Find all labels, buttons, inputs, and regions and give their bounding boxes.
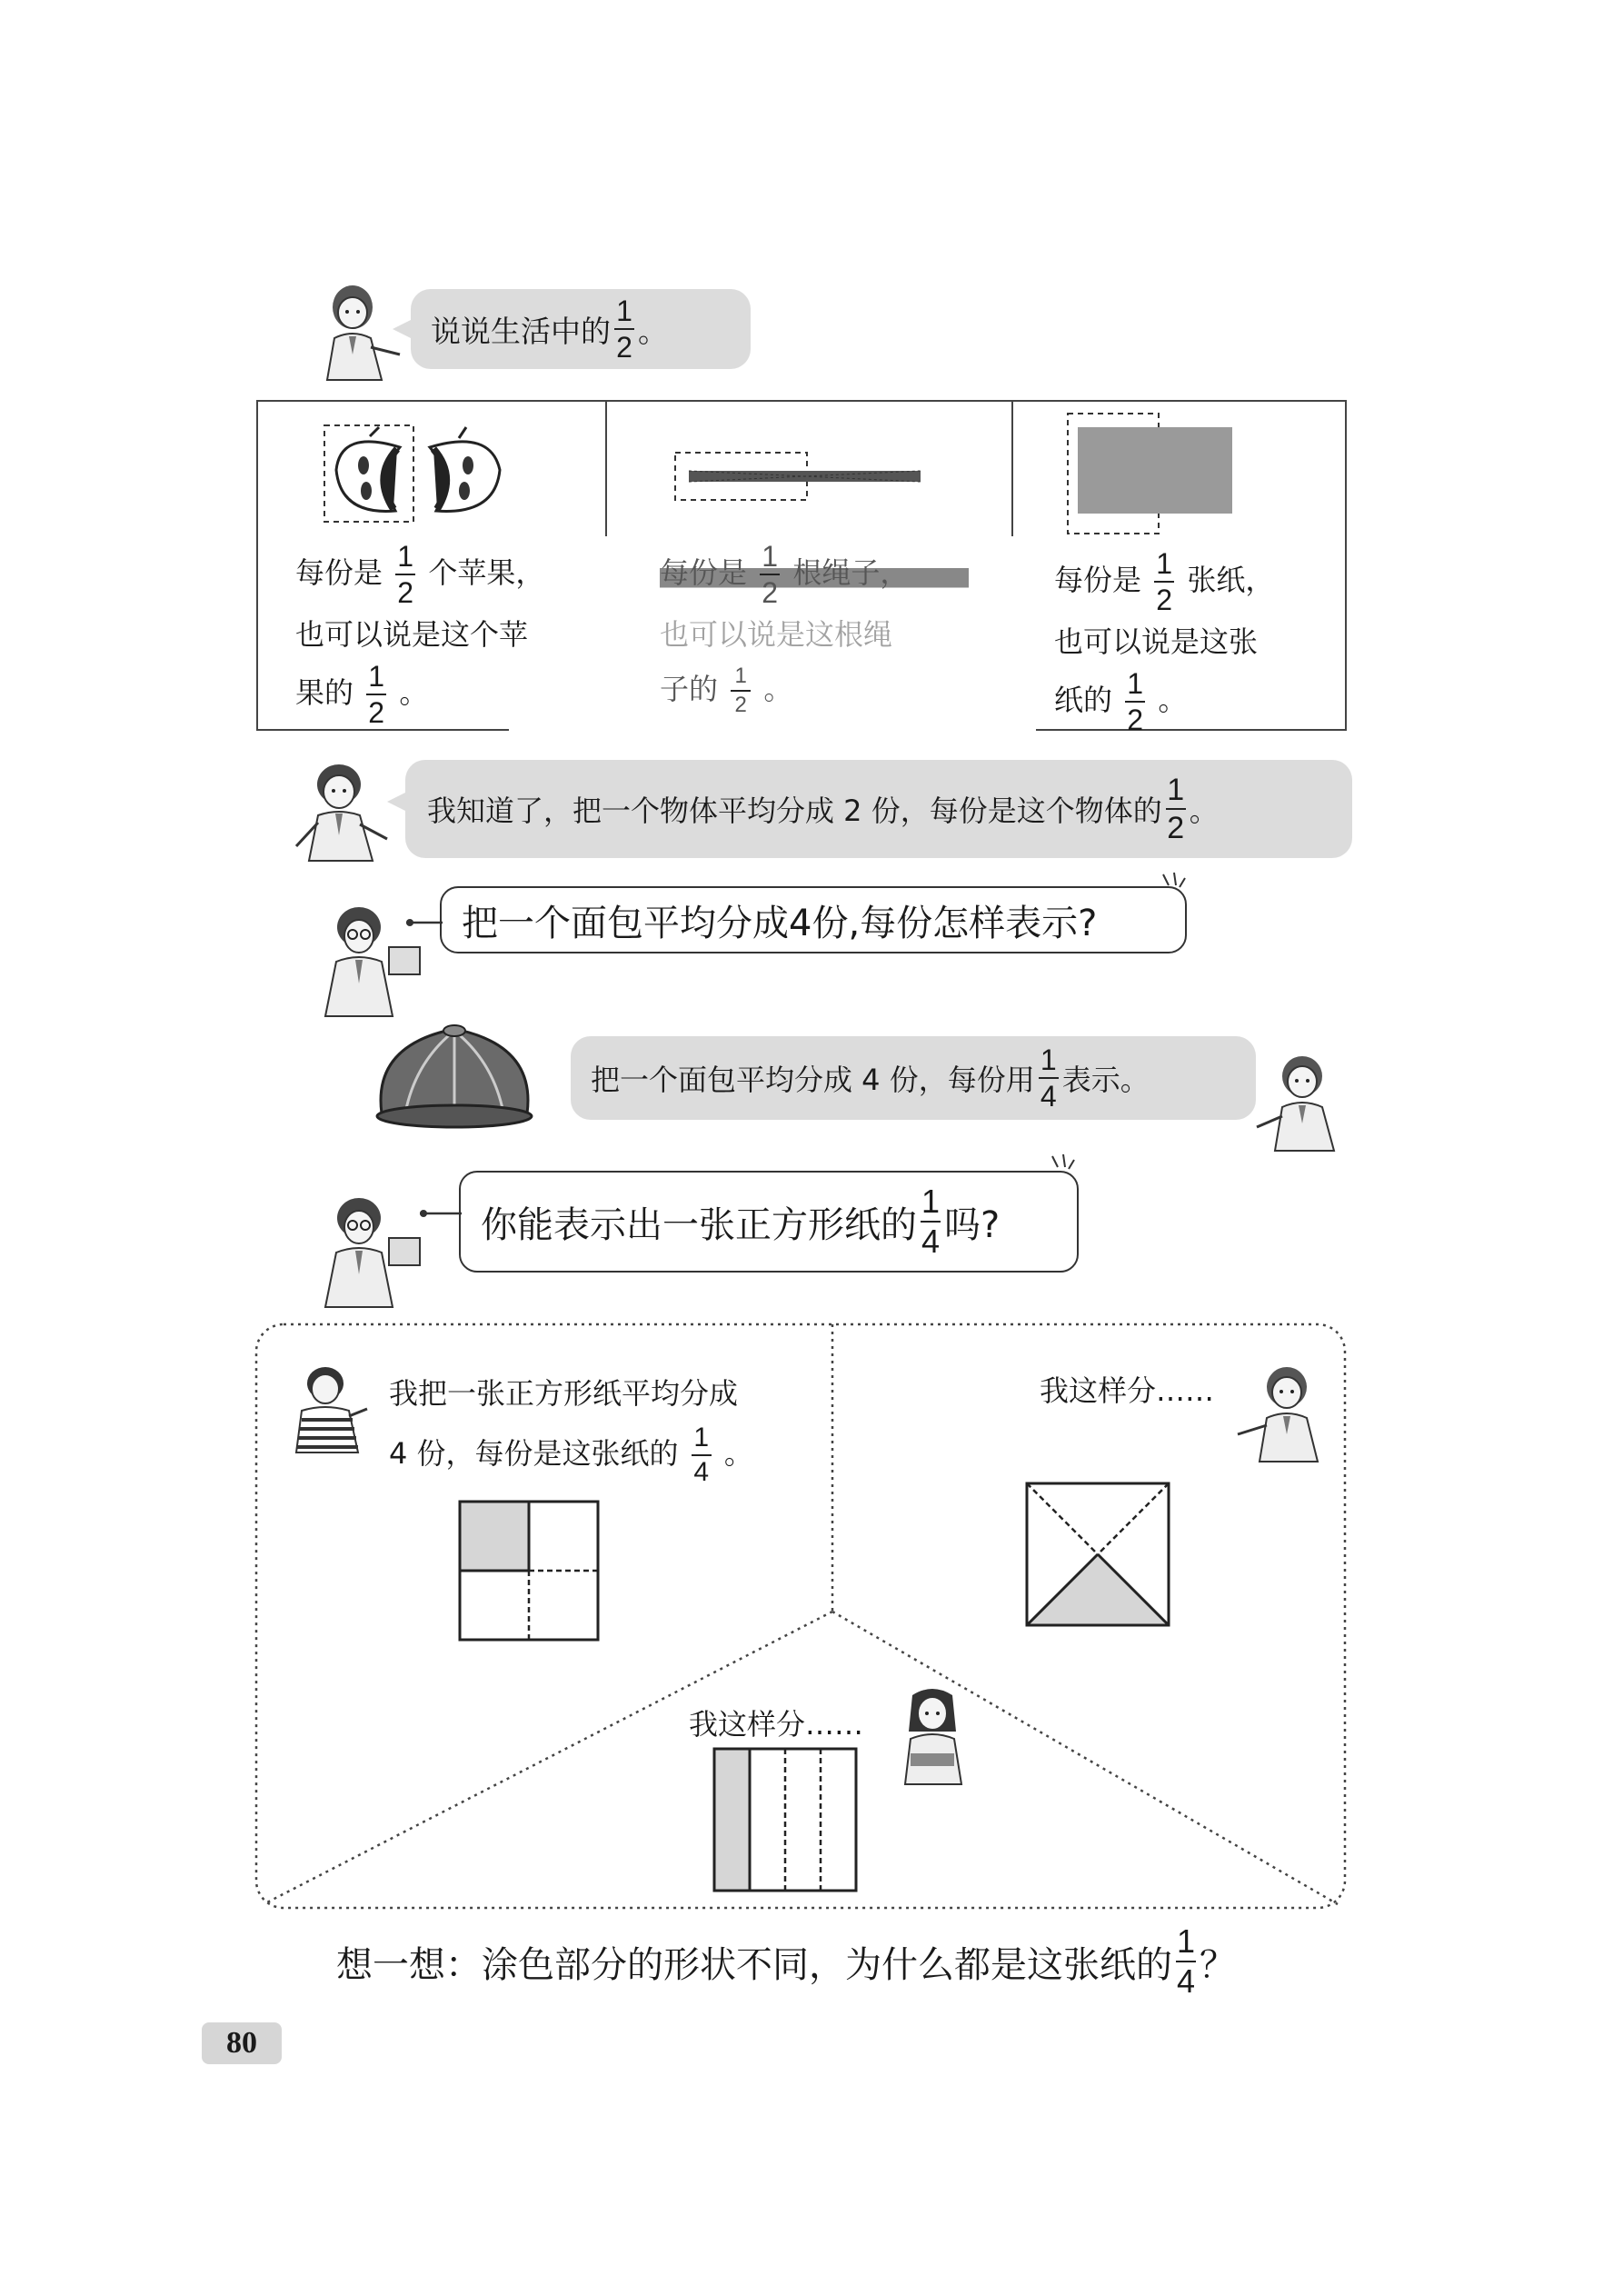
fraction-denominator: 2 — [616, 331, 632, 364]
fraction-denominator: 2 — [1167, 811, 1185, 845]
fraction-one-quarter — [1176, 1922, 1196, 2000]
fraction-denominator: 4 — [921, 1223, 941, 1260]
speech-bubble-i-understand — [405, 760, 1352, 858]
fraction-numerator: 1 — [921, 1183, 941, 1220]
bubble-text: 说说生活中的 — [431, 313, 611, 349]
bubble-end-punct: 。 — [1189, 794, 1219, 828]
fraction-denominator: 2 — [397, 576, 414, 609]
paper-caption-text: 张纸， — [1187, 563, 1275, 597]
bubble-text: 你能表示出一张正方形纸的 — [481, 1203, 917, 1246]
square-diagonal-split — [1025, 1482, 1170, 1627]
girl-character-illustration-2 — [1252, 1053, 1352, 1153]
rope-caption-text: 每份是 — [660, 555, 748, 590]
paper-caption-text: 每份是 — [1054, 563, 1142, 597]
fraction-one-half — [366, 662, 386, 727]
apple-caption-text: 。 — [399, 675, 429, 710]
speech-bubble-bread-question — [440, 886, 1187, 953]
fraction-one-quarter — [1039, 1045, 1059, 1111]
fraction-numerator: 1 — [1040, 1043, 1057, 1076]
rope-caption — [660, 542, 969, 716]
girl-character-illustration-3 — [1234, 1363, 1334, 1463]
apple-caption-line2: 也可以说是这个苹 — [295, 617, 529, 652]
apple-caption — [295, 542, 595, 727]
rope-caption-line2: 也可以说是这根绳 — [660, 617, 893, 652]
exclaim-marks-icon — [1156, 873, 1192, 900]
bubble-end-punct: 。 — [638, 313, 668, 349]
fraction-one-half — [1166, 774, 1186, 844]
page-number-badge — [202, 2022, 282, 2064]
teacher-character-illustration-2 — [309, 1191, 436, 1309]
fraction-numerator: 1 — [762, 540, 779, 573]
apple-halves-illustration — [323, 420, 518, 524]
speech-bubble-half-in-life — [411, 289, 751, 369]
fraction-one-quarter — [921, 1185, 941, 1258]
fraction-numerator: 1 — [1167, 773, 1185, 807]
fraction-numerator: 1 — [734, 664, 747, 688]
column-divider-2 — [1011, 400, 1013, 536]
paper-illustration — [1063, 409, 1245, 536]
fraction-one-half — [1154, 549, 1174, 614]
fraction-denominator: 2 — [1156, 584, 1173, 616]
rope-caption-text: 根绳子， — [792, 555, 910, 590]
fraction-numerator: 1 — [1176, 1922, 1196, 1960]
fraction-numerator: 1 — [616, 294, 632, 327]
bubble-tail — [387, 791, 409, 813]
speech-bubble-square-question — [459, 1171, 1079, 1273]
bubble-text: 表示。 — [1061, 1063, 1150, 1097]
left-panel-line1: 我把一张正方形纸平均分成 — [389, 1376, 739, 1411]
left-panel-line2: 。 — [723, 1436, 753, 1471]
speech-bubble-bread-answer — [571, 1036, 1256, 1120]
bubble-text: 我知道了，把一个物体平均分成 2 份，每份是这个物体的 — [427, 794, 1162, 828]
boy-character-illustration-1 — [289, 759, 398, 863]
square-vertical-strips — [712, 1747, 858, 1892]
right-panel-text: 我这样分…… — [1040, 1373, 1215, 1408]
paper-caption — [1054, 549, 1336, 734]
fraction-numerator: 1 — [397, 540, 414, 573]
rope-caption-text: 。 — [763, 672, 793, 706]
column-divider-1 — [605, 400, 607, 536]
fraction-denominator: 4 — [1176, 1962, 1196, 2000]
question-text: ？ — [1200, 1943, 1236, 1986]
apple-caption-text: 个苹果， — [428, 555, 545, 590]
apple-caption-text: 果的 — [295, 675, 354, 710]
left-panel-line2: 4 份，每份是这张纸的 — [389, 1436, 679, 1471]
fraction-one-half — [760, 542, 780, 607]
fraction-numerator: 1 — [368, 660, 385, 693]
fraction-numerator: 1 — [693, 1423, 710, 1452]
rope-illustration — [672, 450, 927, 504]
bottom-panel-text: 我这样分…… — [689, 1707, 864, 1742]
fraction-one-half — [1125, 669, 1145, 734]
exclaim-marks-icon — [1045, 1154, 1081, 1182]
fraction-denominator: 4 — [693, 1457, 710, 1487]
fraction-one-half — [731, 665, 751, 716]
fraction-numerator: 1 — [1127, 667, 1144, 700]
fraction-one-quarter — [692, 1424, 712, 1486]
paper-caption-text: 纸的 — [1054, 683, 1113, 717]
bubble-text: 吗? — [944, 1203, 1001, 1246]
left-panel-text — [389, 1363, 816, 1486]
fraction-denominator: 2 — [368, 696, 385, 729]
bubble-tail — [420, 1209, 462, 1218]
fraction-denominator: 2 — [734, 693, 747, 717]
girl-character-illustration-4 — [892, 1686, 974, 1786]
fraction-one-half — [614, 296, 634, 362]
fraction-denominator: 4 — [1040, 1080, 1057, 1113]
fraction-denominator: 2 — [1127, 704, 1144, 736]
bread-illustration — [368, 1018, 541, 1132]
fraction-one-half — [395, 542, 415, 607]
bubble-text: 把一个面包平均分成 4 份，每份用 — [591, 1063, 1035, 1097]
fraction-numerator: 1 — [1156, 547, 1173, 580]
fraction-denominator: 2 — [762, 576, 779, 609]
paper-caption-line2: 也可以说是这张 — [1054, 624, 1259, 659]
think-question — [336, 1922, 1336, 2000]
bubble-text: 把一个面包平均分成4份,每份怎样表示? — [462, 902, 1098, 944]
square-quartered-grid — [458, 1500, 600, 1642]
bubble-tail — [406, 918, 443, 927]
bubble-tail — [393, 318, 414, 340]
apple-caption-text: 每份是 — [295, 555, 383, 590]
page-number: 80 — [226, 2026, 257, 2060]
question-text: 想一想：涂色部分的形状不同，为什么都是这张纸的 — [336, 1943, 1172, 1986]
boy-character-illustration-2 — [289, 1363, 371, 1454]
paper-caption-text: 。 — [1158, 683, 1188, 717]
rope-caption-text: 子的 — [660, 672, 719, 706]
